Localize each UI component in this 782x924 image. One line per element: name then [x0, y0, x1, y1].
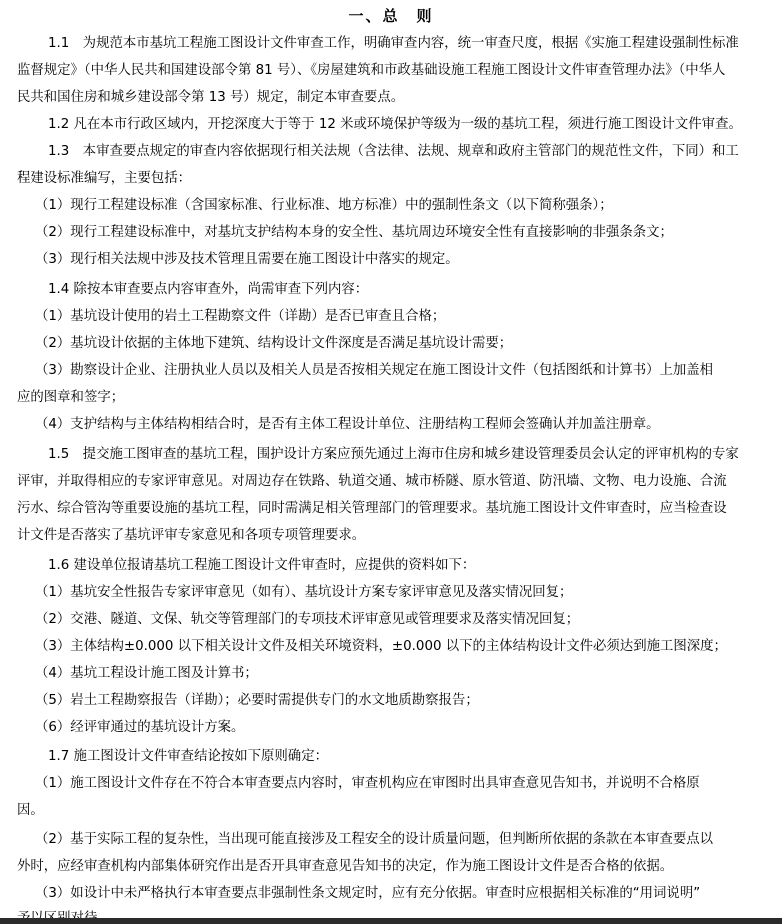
list-item: （1）施工图设计文件存在不符合本审查要点内容时，审查机构应在审图时出具审查意见告知书，并说明不合格原 [35, 776, 700, 791]
list-item: （3）如设计中未严格执行本审查要点非强制性条文规定时，应有充分依据。审查时应根据相关标准的“用词说明” [35, 886, 701, 901]
paragraph-line: 民共和国住房和城乡建设部令第 13 号）规定，制定本审查要点。 [17, 90, 405, 105]
list-item: （1）基坑设计使用的岩土工程勘察文件（详勘）是否已审查且合格； [35, 309, 446, 324]
viewer-bottom-bar [0, 918, 782, 924]
list-item: （5）岩土工程勘察报告（详勘）；必要时需提供专门的水文地质勘察报告； [35, 693, 479, 708]
section-heading: 一、总 则 [348, 7, 434, 25]
paragraph-line: 1.2 凡在本市行政区域内，开挖深度大于等于 12 米或环境保护等级为一级的基坑工程，须进行施工图设计文件审查。 [48, 117, 742, 132]
list-item: （1）基坑安全性报告专家评审意见（如有）、基坑设计方案专家评审意见及落实情况回复； [35, 585, 573, 600]
paragraph-line: 程建设标准编写，主要包括： [17, 171, 192, 186]
list-item: （3）勘察设计企业、注册执业人员以及相关人员是否按相关规定在施工图设计文件（包括图纸和计算书）上加盖相 [35, 363, 714, 378]
paragraph-line: 污水、综合管沟等重要设施的基坑工程，同时需满足相关管理部门的管理要求。基坑施工图设计文件审查时，应当检查设 [17, 501, 727, 516]
paragraph-line: 计文件是否落实了基坑评审专家意见和各项专项管理要求。 [17, 528, 366, 543]
paragraph-line: 监督规定》（中华人民共和国建设部令第 81 号）、《房屋建筑和市政基础设施工程施工图设计文件审查管理办法》（中华人 [17, 63, 726, 78]
paragraph-line: 1.7 施工图设计文件审查结论按如下原则确定： [48, 749, 328, 764]
list-item: （3）主体结构±0.000 以下相关设计文件及相关环境资料，±0.000 以下的主体结构设计文件必须达到施工图深度； [35, 639, 727, 654]
paragraph-line: 1.3 本审查要点规定的审查内容依据现行相关法规（含法律、法规、规章和政府主管部门的规范性文件，下同）和工 [48, 144, 739, 159]
paragraph-line: 因。 [17, 803, 44, 818]
list-item: （4）基坑工程设计施工图及计算书； [35, 666, 258, 681]
paragraph-line: 应的图章和签字； [17, 390, 125, 405]
list-item: （2）交港、隧道、文保、轨交等管理部门的专项技术评审意见或管理要求及落实情况回复； [35, 612, 580, 627]
paragraph-line: 1.6 建设单位报请基坑工程施工图设计文件审查时，应提供的资料如下： [48, 558, 476, 573]
list-item: （2）基坑设计依据的主体地下建筑、结构设计文件深度是否满足基坑设计需要； [35, 336, 513, 351]
paragraph-line: 1.1 为规范本市基坑工程施工图设计文件审查工作，明确审查内容，统一审查尺度，根据《实施工程建设强制性标准 [48, 36, 739, 51]
list-item: （1）现行工程建设标准（含国家标准、行业标准、地方标准）中的强制性条文（以下简称强条）； [35, 198, 613, 213]
paragraph-line: 外时，应经审查机构内部集体研究作出是否开具审查意见告知书的决定，作为施工图设计文件是否合格的依据。 [17, 859, 674, 874]
paragraph-line: 评审，并取得相应的专家评审意见。对周边存在铁路、轨道交通、城市桥隧、原水管道、防汛墙、文物、电力设施、合流 [17, 474, 727, 489]
paragraph-line: 1.5 提交施工图审查的基坑工程，围护设计方案应预先通过上海市住房和城乡建设管理委员会认定的评审机构的专家 [48, 447, 739, 462]
list-item: （2）基于实际工程的复杂性，当出现可能直接涉及工程安全的设计质量问题，但判断所依据的条款在本审查要点以 [35, 832, 714, 847]
list-item: （4）支护结构与主体结构相结合时，是否有主体工程设计单位、注册结构工程师会签确认并加盖注册章。 [35, 417, 660, 432]
list-item: （6）经评审通过的基坑设计方案。 [35, 720, 245, 735]
list-item: （2）现行工程建设标准中，对基坑支护结构本身的安全性、基坑周边环境安全性有直接影响的非强条条文； [35, 225, 673, 240]
paragraph-line: 1.4 除按本审查要点内容审查外，尚需审查下列内容： [48, 282, 369, 297]
list-item: （3）现行相关法规中涉及技术管理且需要在施工图设计中落实的规定。 [35, 252, 459, 267]
